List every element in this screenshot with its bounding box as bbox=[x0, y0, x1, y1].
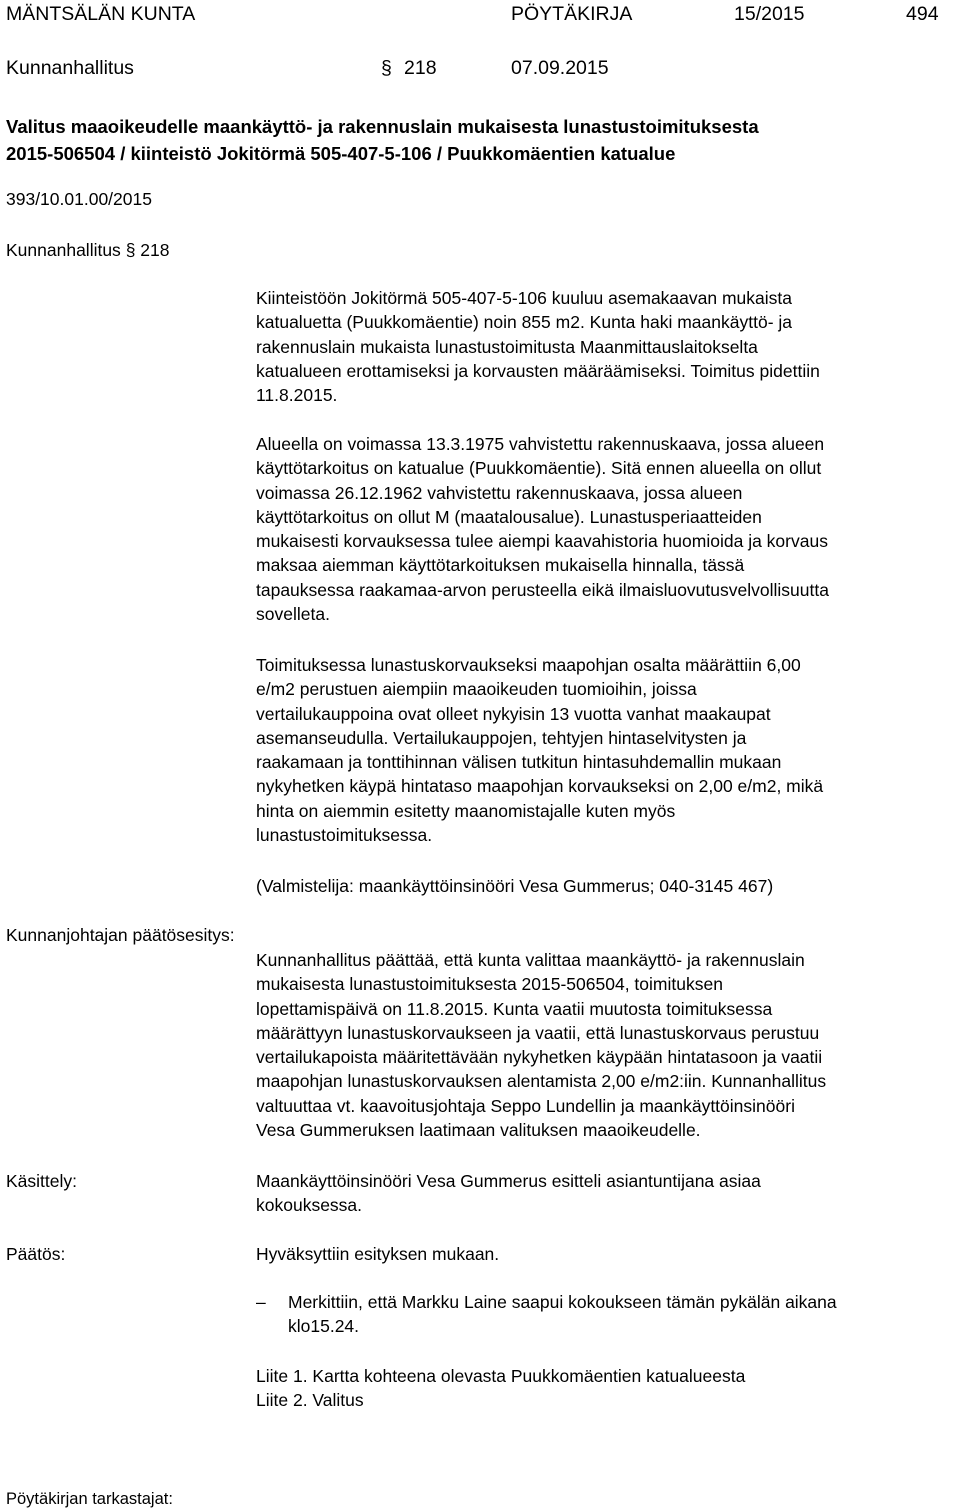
handling-label: Käsittely: bbox=[6, 1171, 77, 1191]
board-name: Kunnanhallitus bbox=[6, 240, 121, 260]
handling-text bbox=[256, 1169, 956, 1218]
board-reference bbox=[6, 238, 170, 262]
attachment-item: Liite 2. Valitus bbox=[256, 1390, 364, 1411]
reviewers-label: Pöytäkirjan tarkastajat: bbox=[6, 1490, 173, 1508]
document-number: 15/2015 bbox=[734, 3, 805, 25]
text-line: maapohjan lunastuskorvauksen alentamista 2,00 e/m2:iin. Kunnanhallitus bbox=[256, 1071, 827, 1092]
record-number: 393/10.01.00/2015 bbox=[6, 189, 152, 209]
text-line: hinta on aiemmin esitetty maanomistajalle kuten myös bbox=[256, 800, 676, 821]
text-line: tapauksessa raakamaa-arvon perusteella eikä ilmaisluovutusvelvollisuutta bbox=[256, 579, 829, 600]
text-line: raakamaan ja tonttihinnan välisen tutkitun hintasuhdemallin mukaan bbox=[256, 752, 782, 773]
text-line: mukaisesti korvauksessa tulee aiempi kaavahistoria huomioida ja korvaus bbox=[256, 531, 828, 552]
decision-label: Päätös: bbox=[6, 1244, 66, 1264]
dash-bullet: – bbox=[256, 1292, 266, 1312]
body-paragraph bbox=[256, 432, 956, 626]
text-line: nykyhetken käypä hintataso maapohjan korvaukseksi on 2,00 e/m2, mikä bbox=[256, 776, 824, 797]
text-line: voimassa 26.12.1962 vahvistettu rakennuskaava, jossa alueen bbox=[256, 482, 743, 503]
proposal-text bbox=[256, 948, 956, 1142]
text-line: rakennuslain mukaista lunastustoimitusta Maanmittauslaitokselta bbox=[256, 336, 758, 357]
text-line: Kunnanhallitus päättää, että kunta valittaa maankäyttö- ja rakennuslain bbox=[256, 950, 805, 970]
text-line: Maankäyttöinsinööri Vesa Gummerus esitteli asiantuntijana asiaa bbox=[256, 1171, 761, 1191]
text-line: katualuetta (Puukkomäentie) noin 855 m2. Kunta haki maankäyttö- ja bbox=[256, 312, 793, 333]
municipality-name: MÄNTSÄLÄN KUNTA bbox=[6, 3, 196, 25]
decision-note-list bbox=[256, 1290, 956, 1339]
text-line: Alueella on voimassa 13.3.1975 vahvistettu rakennuskaava, jossa alueen bbox=[256, 434, 825, 454]
attachment-item: Liite 1. Kartta kohteena olevasta Puukkomäentien katualueesta bbox=[256, 1366, 746, 1386]
text-line: vertailukapoista määritettävään nykyhetken käypään hintatasoon ja vaatii bbox=[256, 1047, 823, 1068]
section-number: 218 bbox=[140, 240, 170, 260]
decision-text: Hyväksyttiin esityksen mukaan. bbox=[256, 1244, 500, 1264]
text-line: valtuuttaa vt. kaavoitusjohtaja Seppo Lundellin ja maankäyttöinsinööri bbox=[256, 1095, 795, 1116]
list-item bbox=[288, 1290, 956, 1339]
section-number: 218 bbox=[404, 57, 437, 79]
text-line: lunastustoimituksessa. bbox=[256, 825, 433, 846]
section-symbol: § bbox=[381, 57, 392, 79]
text-line: vertailukauppoina ovat olleet nykyisin 13 vuotta vanhat maakaupat bbox=[256, 703, 771, 724]
page-number: 494 bbox=[906, 3, 939, 25]
text-line: käyttötarkoitus on katualue (Puukkomäentie). Sitä ennen alueella on ollut bbox=[256, 458, 822, 479]
body-paragraph bbox=[256, 653, 956, 847]
body-paragraph bbox=[256, 286, 956, 407]
page-title bbox=[6, 113, 946, 167]
text-line: määrättyyn lunastuskorvaukseen ja vaatii, että lunastuskorvaus perustuu bbox=[256, 1022, 820, 1043]
document-type: PÖYTÄKIRJA bbox=[511, 3, 633, 25]
text-line: lopettamispäivä on 11.8.2015. Kunta vaatii muutosta toimituksessa bbox=[256, 998, 773, 1019]
text-line: maksaa aiemman käyttötarkoituksen mukaisella hinnalla, tässä bbox=[256, 555, 745, 576]
text-line: Toimituksessa lunastuskorvaukseksi maapohjan osalta määrättiin 6,00 bbox=[256, 655, 801, 675]
text-line: klo15.24. bbox=[288, 1316, 360, 1337]
title-line: 2015-506504 / kiinteistö Jokitörmä 505-407-5-106 / Puukkomäentien katualue bbox=[6, 143, 676, 164]
text-line: Vesa Gummeruksen laatimaan valituksen maaoikeudelle. bbox=[256, 1120, 701, 1141]
text-line: kokouksessa. bbox=[256, 1195, 363, 1216]
text-line: Kiinteistöön Jokitörmä 505-407-5-106 kuuluu asemakaavan mukaista bbox=[256, 288, 792, 308]
proposal-label: Kunnanjohtajan päätösesitys: bbox=[6, 925, 235, 945]
text-line: mukaisesta lunastustoimituksesta 2015-506504, toimituksen bbox=[256, 974, 723, 995]
title-line: Valitus maaoikeudelle maankäyttö- ja rakennuslain mukaisesta lunastustoimituksesta bbox=[6, 116, 759, 137]
text-line: käyttötarkoitus on ollut M (maatalousalue). Lunastusperiaatteiden bbox=[256, 506, 762, 527]
text-line: Merkittiin, että Markku Laine saapui kokoukseen tämän pykälän aikana bbox=[288, 1292, 837, 1312]
meeting-date: 07.09.2015 bbox=[511, 57, 609, 79]
preparer-note: (Valmistelija: maankäyttöinsinööri Vesa Gummerus; 040-3145 467) bbox=[256, 876, 774, 896]
attachments-list bbox=[256, 1364, 956, 1413]
section-symbol: § bbox=[125, 240, 136, 260]
text-line: asemanseudulla. Vertailukauppojen, tehtyjen hintaselvitysten ja bbox=[256, 727, 747, 748]
text-line: sovelleta. bbox=[256, 604, 330, 625]
text-line: katualueen erottamiseksi ja korvausten määräämiseksi. Toimitus pidettiin bbox=[256, 360, 820, 381]
header-body-name: Kunnanhallitus bbox=[6, 57, 134, 79]
text-line: e/m2 perustuen aiempiin maaoikeuden tuomioihin, joissa bbox=[256, 679, 697, 700]
text-line: 11.8.2015. bbox=[256, 385, 338, 406]
